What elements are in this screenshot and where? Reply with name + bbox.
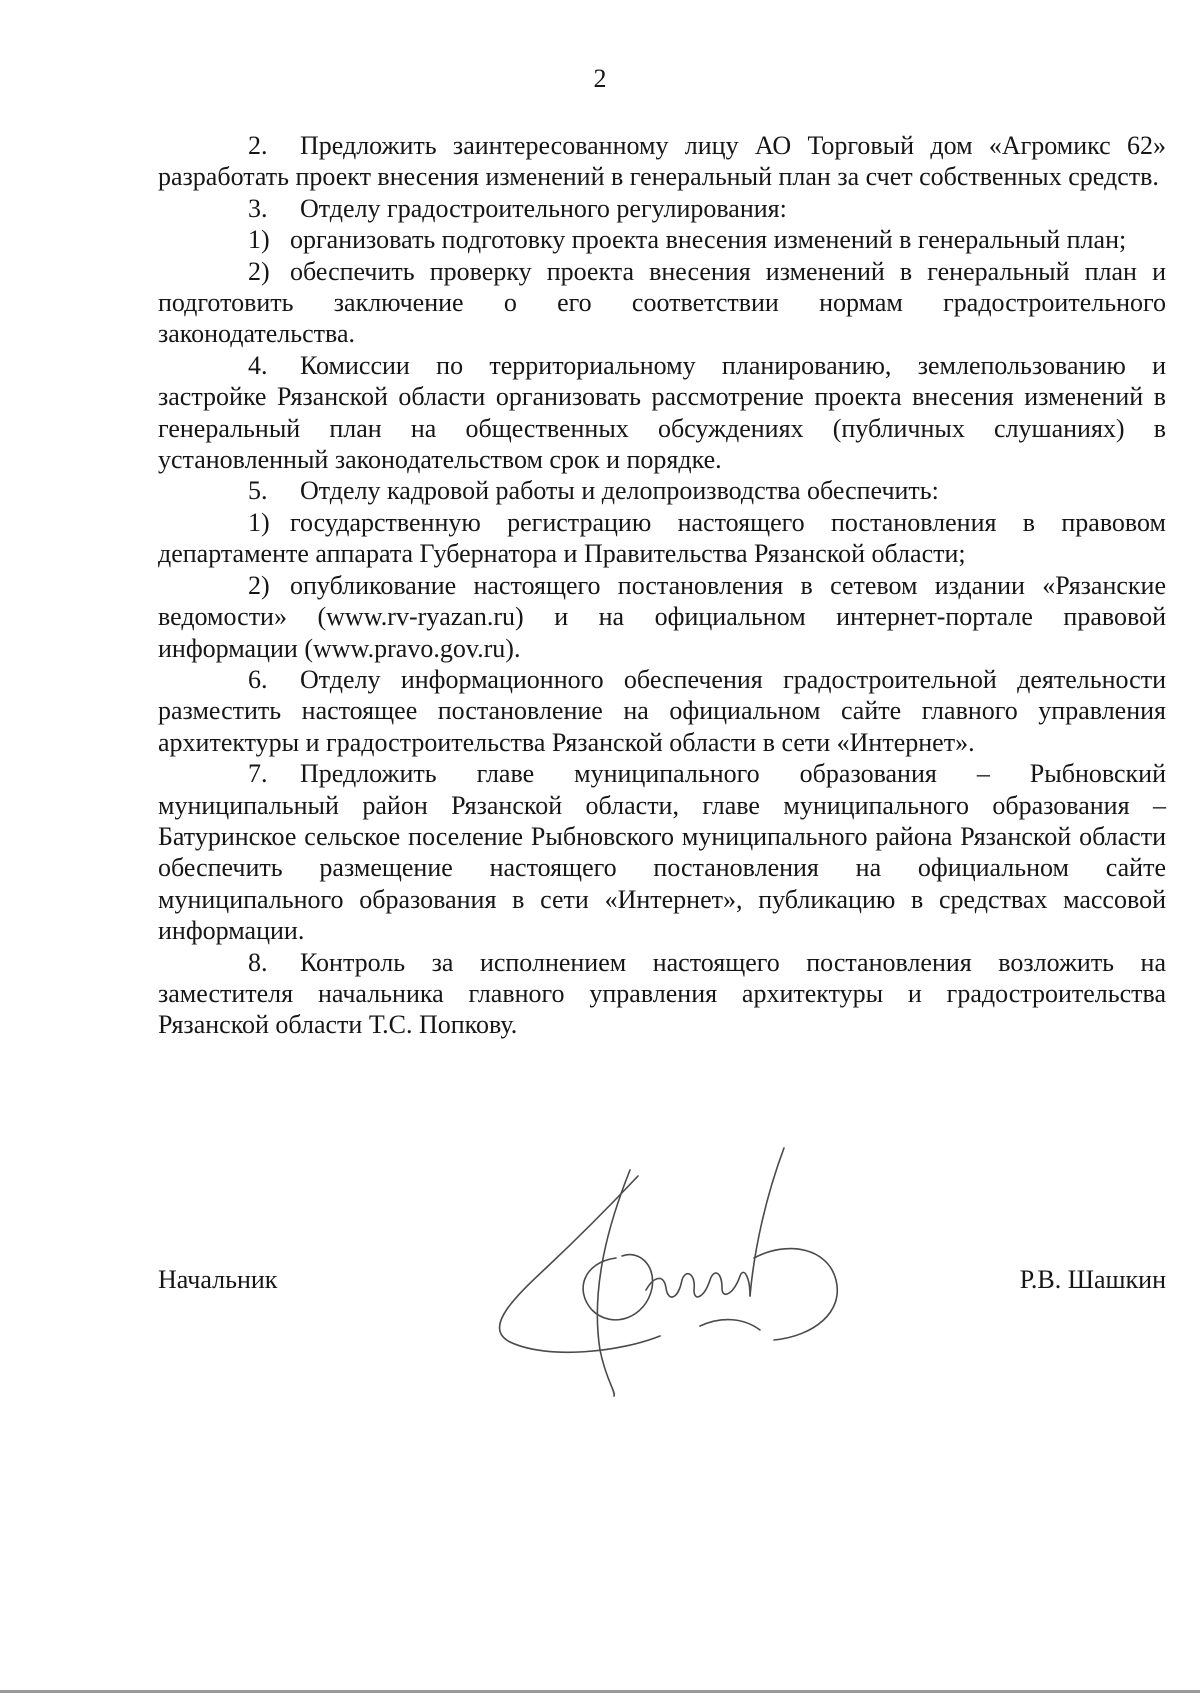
signature-stroke	[700, 1320, 760, 1330]
signer-position: Начальник	[158, 1265, 278, 1294]
signature-stroke	[646, 1272, 750, 1297]
clause-text: Отделу градостроительного регулирования:	[300, 193, 787, 223]
signature-stroke	[500, 1176, 660, 1352]
clause-text: Отделу информационного обеспечения градостроительной деятельности разместить настоящее постановление на официальном сайте главного управления архитектуры и градостроительства Рязанской области в сети «Интернет».	[158, 664, 1166, 757]
signer-name: Р.В. Шашкин	[1019, 1265, 1166, 1294]
item-number: 2)	[248, 256, 270, 286]
item-text: организовать подготовку проекта внесения изменений в генеральный план;	[290, 225, 1127, 255]
clause-text: Контроль за исполнением настоящего постановления возложить на заместителя начальника главного управления архитектуры и градостроительства Рязанской области Т.С. Попкову.	[158, 947, 1166, 1040]
item-number: 1)	[248, 507, 270, 537]
clause-number: 6.	[248, 664, 268, 694]
clause-6	[158, 664, 1166, 758]
signature-stroke	[750, 1148, 784, 1296]
clause-number: 4.	[248, 350, 268, 380]
clause-number: 7.	[248, 759, 268, 789]
clause-text: Предложить заинтересованному лицу АО Торговый дом «Агромикс 62» разработать проект внесения изменений в генеральный план за счет собственных средств.	[158, 131, 1166, 192]
clause-text: Комиссии по территориальному планированию, землепользованию и застройке Рязанской области организовать рассмотрение проекта внесения изменений в генеральный план на общественных обсуждениях (публичных слушаниях) в установленный законодательством срок и порядке.	[158, 350, 1166, 475]
signature-stroke	[754, 1249, 837, 1340]
item-text: обеспечить проверку проекта внесения изменений в генеральный план и подготовить заключение о его соответствии нормам градостроительного законодательства.	[158, 256, 1166, 349]
item-text: опубликование настоящего постановления в сетевом издании «Рязанские ведомости» (www.rv-ryazan.ru) и на официальном интернет-портале правовой информации (www.pravo.gov.ru).	[158, 570, 1166, 663]
clause-5-item-2	[158, 570, 1166, 664]
clause-8	[158, 947, 1166, 1041]
clause-number: 8.	[248, 947, 268, 977]
item-number: 2)	[248, 570, 270, 600]
signature-stroke	[597, 1170, 630, 1396]
page-number: 2	[593, 64, 607, 93]
clause-3-item-1	[158, 224, 1166, 255]
clause-2	[158, 130, 1166, 193]
clause-number: 5.	[248, 476, 268, 506]
clause-number: 2.	[248, 131, 268, 160]
clause-5-item-1	[158, 507, 1166, 570]
clause-text: Предложить главе муниципального образования – Рыбновский муниципальный район Рязанской области, главе муниципального образования – Батуринское сельское поселение Рыбновского муниципального района Рязанской области обеспечить размещение настоящего постановления на официальном сайте муниципального образования в сети «Интернет», публикацию в средствах массовой информации.	[158, 759, 1166, 946]
clause-4	[158, 350, 1166, 476]
bottom-rule	[0, 1690, 1200, 1693]
clause-text: Отделу кадровой работы и делопроизводства обеспечить:	[300, 476, 939, 506]
clause-7	[158, 758, 1166, 946]
decree-body	[158, 130, 1166, 1041]
clause-3	[158, 193, 1166, 224]
clause-3-item-2	[158, 256, 1166, 350]
clause-number: 3.	[248, 193, 268, 223]
signature-stroke	[583, 1255, 652, 1320]
item-text: государственную регистрацию настоящего постановления в правовом департаменте аппарата Губернатора и Правительства Рязанской области;	[158, 507, 1166, 569]
handwritten-signature	[488, 1140, 868, 1400]
item-number: 1)	[248, 225, 270, 255]
clause-5	[158, 475, 1166, 506]
